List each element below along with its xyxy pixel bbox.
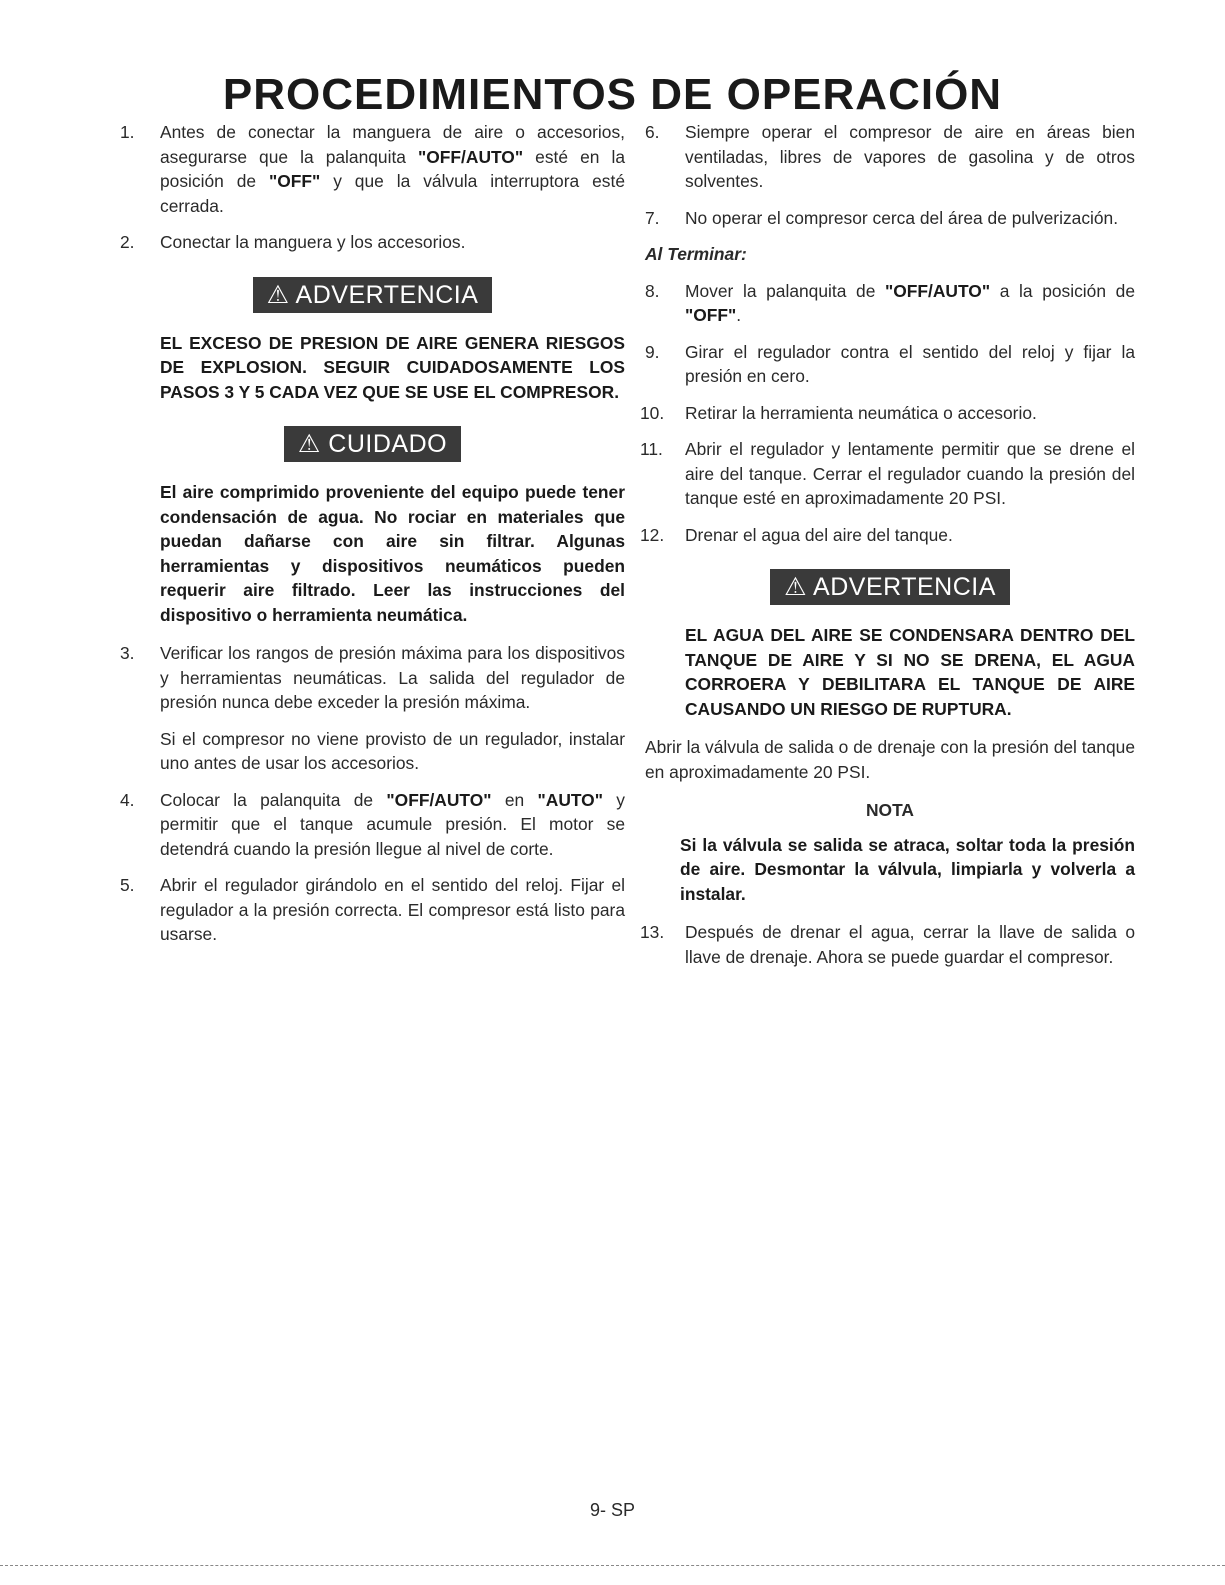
warning-badge: ⚠ ADVERTENCIA xyxy=(770,569,1010,605)
page-title: PROCEDIMIENTOS DE OPERACIÓN xyxy=(222,70,1003,119)
step-6 xyxy=(645,120,1135,194)
step-text: Conectar la manguera y los accesorios. xyxy=(160,232,466,252)
step-number: 9. xyxy=(645,341,660,362)
switch-label: "OFF/AUTO" xyxy=(418,146,524,167)
step-3-continuation: Si el compresor no viene provisto de un regulador, instalar uno antes de usar los accesorios. xyxy=(160,728,625,773)
step-text: Antes de conectar la manguera de aire o accesorios, asegurarse que la palanquita xyxy=(160,122,625,167)
step-text: Colocar la palanquita de xyxy=(160,789,387,810)
step-3 xyxy=(120,641,625,715)
switch-label: "OFF/AUTO" xyxy=(885,280,991,301)
step-number: 13. xyxy=(640,922,665,942)
note-text: Si la válvula se salida se atraca, soltar toda la presión de aire. Desmontar la válvula, limpiarla y volverla a instalar. xyxy=(680,834,1135,904)
step-number: 10. xyxy=(640,402,665,423)
page-number: 9- SP xyxy=(589,1500,636,1520)
step-text: Girar el regulador contra el sentido del reloj y fijar la presión en cero. xyxy=(685,341,1135,386)
step-13 xyxy=(640,920,1135,969)
step-text: a la posición de xyxy=(990,280,1135,301)
step-number: 5. xyxy=(120,875,135,895)
step-text: . xyxy=(736,305,742,325)
step-text: Siempre operar el compresor de aire en áreas bien ventiladas, libres de vapores de gasolina y de otros solventes. xyxy=(685,122,1135,191)
step-text: Verificar los rangos de presión máxima para los dispositivos y herramientas neumáticas. La salida del regulador de presión nunca debe exceder la presión máxima. xyxy=(160,643,625,712)
step-9 xyxy=(645,340,1135,389)
step-4 xyxy=(120,788,625,862)
warning-badge-wrap xyxy=(645,569,1135,605)
switch-label: "OFF" xyxy=(685,305,737,325)
switch-label: "AUTO" xyxy=(537,789,603,810)
step-text: y que la válvula interruptora esté cerrada. xyxy=(160,171,625,216)
switch-label: "OFF" xyxy=(269,171,321,191)
step-number: 2. xyxy=(120,232,135,252)
step-number: 11. xyxy=(640,439,663,459)
step-8 xyxy=(645,279,1135,328)
step-text: y permitir que el tanque acumule presión. El motor se detendrá cuando la presión llegue al nivel de corte. xyxy=(160,789,626,859)
step-text: Abrir el regulador y lentamente permitir que se drene el aire del tanque. Cerrar el regulador cuando la presión del tanque esté en aproximadamente 20 PSI. xyxy=(685,439,1135,508)
step-11 xyxy=(640,437,1135,511)
warning-text: EL AGUA DEL AIRE SE CONDENSARA DENTRO DEL TANQUE DE AIRE Y SI NO SE DRENA, EL AGUA CORROERA Y DEBILITARA EL TANQUE DE AIRE CAUSANDO UN RIESGO DE RUPTURA. xyxy=(685,625,1135,719)
step-number: 12. xyxy=(640,524,665,545)
step-10 xyxy=(640,401,1135,426)
bottom-rule xyxy=(0,1565,1225,1567)
step-2 xyxy=(120,230,625,255)
caution-badge-wrap xyxy=(120,426,625,462)
step-text: esté en la posición de xyxy=(160,146,625,191)
warning-badge: ⚠ ADVERTENCIA xyxy=(253,277,493,313)
switch-label: "OFF/AUTO" xyxy=(386,789,492,810)
note-title: NOTA xyxy=(866,800,914,820)
step-text: en xyxy=(491,789,538,810)
step-number: 6. xyxy=(645,122,660,142)
step-1 xyxy=(120,120,625,218)
step-text: No operar el compresor cerca del área de pulverización. xyxy=(685,207,1119,228)
drain-paragraph: Abrir la válvula de salida o de drenaje con la presión del tanque en aproximadamente 20 PSI. xyxy=(645,737,1135,782)
step-text: Retirar la herramienta neumática o accesorio. xyxy=(685,402,1037,423)
step-text: Después de drenar el agua, cerrar la llave de salida o llave de drenaje. Ahora se puede guardar el compresor. xyxy=(685,922,1135,967)
step-text: Mover la palanquita de xyxy=(685,280,886,301)
step-text: Abrir el regulador girándolo en el sentido del reloj. Fijar el regulador a la presión correcta. El compresor está listo para usarse. xyxy=(160,875,625,944)
warning-badge-wrap xyxy=(120,277,625,313)
step-text: Drenar el agua del aire del tanque. xyxy=(685,524,953,545)
section-subhead: Al Terminar: xyxy=(645,244,747,264)
step-7 xyxy=(645,206,1135,231)
left-column xyxy=(120,120,625,959)
caution-badge: ⚠ CUIDADO xyxy=(284,426,461,462)
step-number: 1. xyxy=(120,122,135,142)
step-number: 4. xyxy=(120,789,135,810)
step-number: 7. xyxy=(645,207,660,228)
step-number: 8. xyxy=(645,280,660,301)
step-5 xyxy=(120,873,625,947)
step-12 xyxy=(640,523,1135,548)
step-number: 3. xyxy=(120,643,135,663)
caution-text: El aire comprimido proveniente del equipo puede tener condensación de agua. No rociar en materiales que puedan dañarse con aire sin filtrar. Algunas herramientas y dispositivos neumáticos pueden requerir aire filtrado. Leer las instrucciones del dispositivo o herramienta neumática. xyxy=(160,482,625,625)
right-column xyxy=(640,120,1135,981)
warning-text: EL EXCESO DE PRESION DE AIRE GENERA RIESGOS DE EXPLOSION. SEGUIR CUIDADOSAMENTE LOS PASOS 3 Y 5 CADA VEZ QUE SE USE EL COMPRESOR. xyxy=(160,332,625,402)
